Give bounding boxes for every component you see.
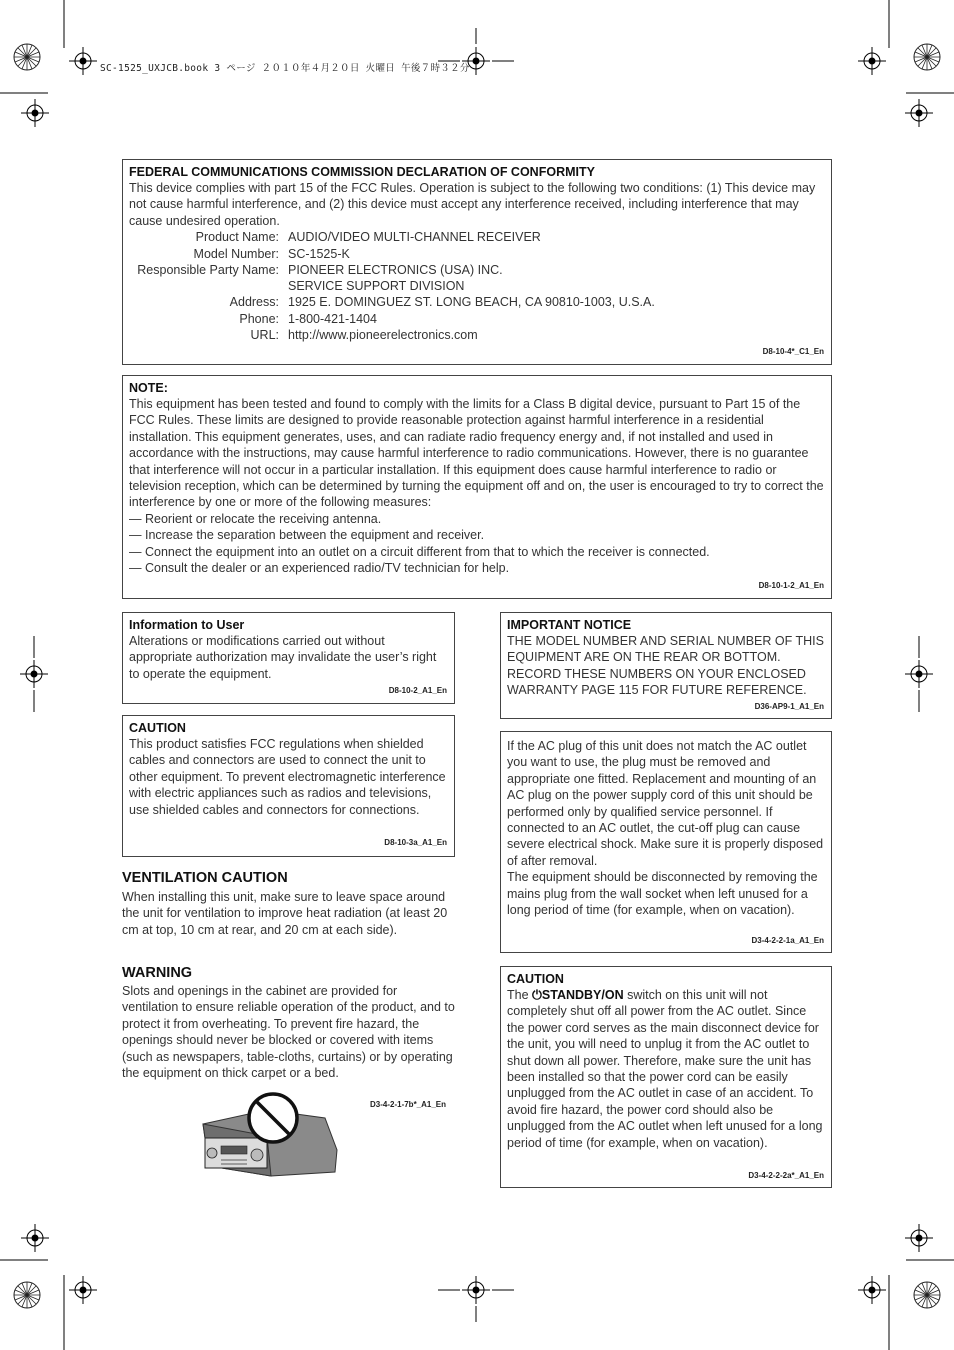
ventilation-body: When installing this unit, make sure to leave space around the unit for ventilation to improve heat radiation (at least 20 cm at top, 10 cm at rear, and 20 cm at each side). — [122, 890, 448, 937]
important-body: THE MODEL NUMBER AND SERIAL NUMBER OF THIS EQUIPMENT ARE ON THE REAR OR BOTTOM. RECORD THESE NUMBERS ON YOUR ENCLOSED WARRANTY PAGE 115 FOR FUTURE REFERENCE. — [507, 634, 824, 698]
ac-plug-body-2: The equipment should be disconnected by removing the mains plug from the wall socket when left unused for a long period of time (for example, when on vacation). — [507, 870, 818, 918]
important-code: D36-AP9-1_A1_En — [754, 702, 824, 711]
warning-body: Slots and openings in the cabinet are provided for ventilation to ensure reliable operation of the product, and to protect it from overheating. To prevent fire hazard, the openings should never be blocked or covered with items (such as newspapers, table-cloths, curtains) or by operating the equipment on thick carpet or a bed. — [122, 984, 455, 1081]
note-body: This equipment has been tested and found to comply with the limits for a Class B digital device, pursuant to Part 15 of the FCC Rules. These limits are designed to provide reasonable protection against harmful interference in a residential installation. This equipment generates, uses, and can radiate radio frequency energy and, if not installed and used in accordance with the instructions, may cause harmful interference to radio communications. However, there is no guarantee that interference will not occur in a particular installation. If this equipment does cause harmful interference to radio or television reception, which can be determined by turning the equipment off and on, the user is encouraged to try to correct the interference by one or more of the following measures: — [129, 397, 824, 510]
caution-fcc-body: This product satisfies FCC regulations when shielded cables and connectors are used to connect the unit to other equipment. To prevent electromagnetic interference with electric appliances such as radios and televisions, use shielded cables and connectors for connections. — [129, 737, 446, 817]
standby-on-label: STANDBY/ON — [541, 988, 624, 1002]
fcc-code: D8-10-4*_C1_En — [762, 347, 824, 356]
fcc-intro: This device complies with part 15 of the FCC Rules. Operation is subject to the following two conditions: (1) This device may not cause harmful interference, and (2) this device must accept any interference received, including interference that may cause undesired operation. — [129, 181, 816, 228]
note-box — [122, 375, 832, 599]
ventilation-title: VENTILATION CAUTION — [122, 870, 288, 886]
ac-plug-code: D3-4-2-2-1a_A1_En — [751, 936, 824, 945]
fcc-details — [129, 229, 825, 343]
fcc-row: Model Number: SC-1525-K — [193, 246, 350, 261]
note-measure: — Consult the dealer or an experienced radio/TV technician for help. — [129, 561, 510, 576]
prohibited-icon — [249, 1094, 297, 1142]
info-user-box — [122, 612, 455, 704]
note-measure: — Increase the separation between the equipment and receiver. — [129, 528, 485, 543]
note-measure: — Reorient or relocate the receiving antenna. — [129, 511, 382, 526]
fcc-row: URL: http://www.pioneerelectronics.com — [250, 328, 478, 342]
caution-fcc-code: D8-10-3a_A1_En — [384, 838, 447, 847]
caution-power-body: The ⏻STANDBY/ON switch on this unit will not completely shut off all power from the AC outlet. Since the power cord serves as the main disconnect device for the unit, you will need to unplug it from the AC outlet to shut down all power. Therefore, make sure the unit has been installed so that the power cord can be easily unplugged from the AC outlet in case of an accident. To avoid fire hazard, the power cord should also be unplugged from the AC outlet when left unused for a long period of time (for example, when on vacation). — [507, 988, 823, 1150]
info-user-code: D8-10-2_A1_En — [388, 686, 447, 695]
fcc-row: SERVICE SUPPORT DIVISION — [288, 279, 465, 294]
info-user-title: Information to User — [129, 618, 245, 632]
warning-title: WARNING — [122, 965, 193, 981]
power-icon: ⏻ — [532, 988, 542, 1002]
fcc-row: Responsible Party Name: PIONEER ELECTRONICS (USA) INC. — [137, 262, 503, 277]
fcc-row: Product Name: AUDIO/VIDEO MULTI-CHANNEL RECEIVER — [195, 230, 541, 245]
ac-plug-box — [500, 731, 832, 953]
important-notice-box — [500, 612, 832, 719]
caution-fcc-box — [122, 715, 455, 857]
covered-receiver-illustration — [195, 1088, 345, 1178]
caution-fcc-title: CAUTION — [129, 721, 186, 735]
fcc-row: Phone: 1-800-421-1404 — [239, 311, 377, 326]
info-user-body: Alterations or modifications carried out without appropriate authorization may invalidate the user’s right to operate the equipment. — [129, 634, 437, 681]
fcc-row: Address: 1925 E. DOMINGUEZ ST. LONG BEACH, CA 90810-1003, U.S.A. — [229, 295, 655, 310]
warning-code: D3-4-2-1-7b*_A1_En — [370, 1100, 447, 1109]
note-measure: — Connect the equipment into an outlet on a circuit different from that to which the receiver is connected. — [129, 544, 710, 559]
ac-plug-body-1: If the AC plug of this unit does not match the AC outlet you want to use, the plug must be removed and appropriate one fitted. Replacement and mounting of an AC plug on the power supply cord of this unit should be performed only by qualified service personnel. If connected to an AC outlet, the cut-off plug can cause severe electrical shock. Make sure it is properly disposed of after removal. — [507, 739, 824, 868]
note-title: NOTE: — [129, 381, 168, 395]
fcc-title: FEDERAL COMMUNICATIONS COMMISSION DECLARATION OF CONFORMITY — [129, 165, 595, 179]
caution-power-code: D3-4-2-2-2a*_A1_En — [748, 1171, 824, 1180]
caution-power-title: CAUTION — [507, 972, 564, 986]
print-header: SC-1525_UXJCB.book 3 ページ ２０１０年４月２０日 火曜日 午後７時３２分 — [100, 63, 470, 74]
caution-power-box — [500, 966, 832, 1188]
note-code: D8-10-1-2_A1_En — [758, 581, 824, 590]
fcc-declaration-box — [122, 159, 832, 365]
important-title: IMPORTANT NOTICE — [507, 618, 632, 632]
